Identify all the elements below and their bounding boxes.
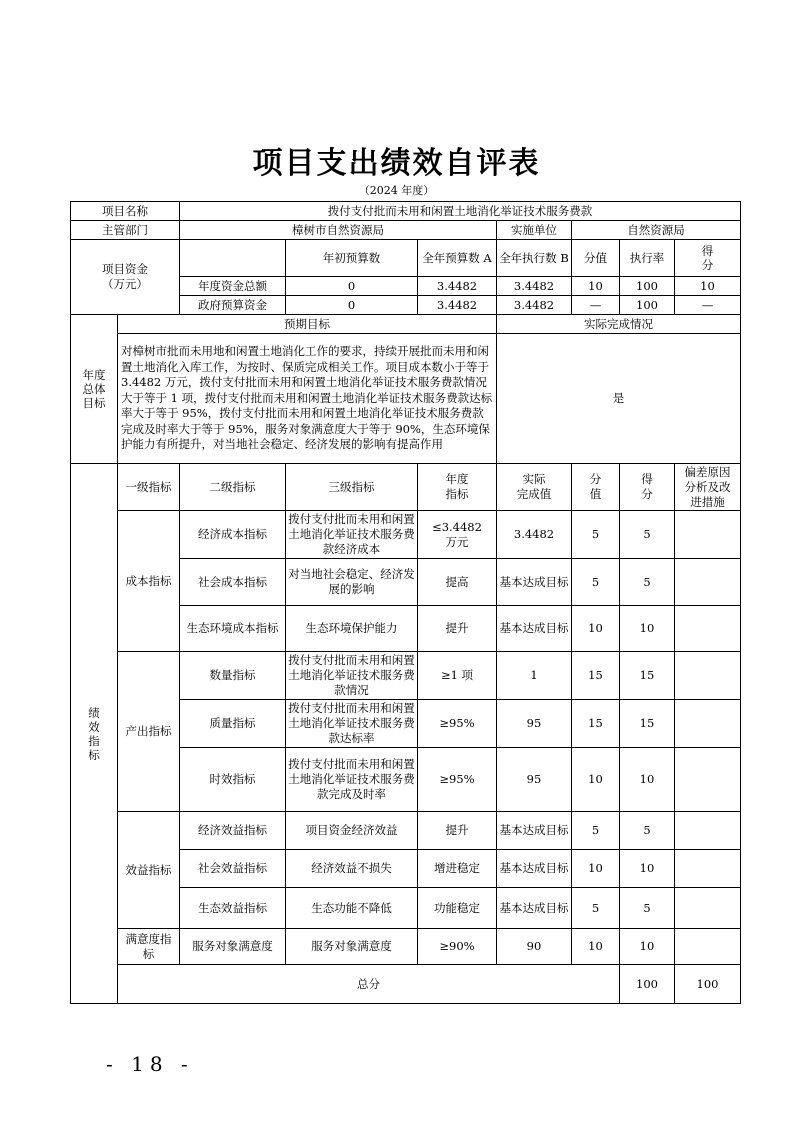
perf-score-value: 15 xyxy=(572,652,620,700)
perf-header-reason-text: 偏差原因 分析及改 进措施 xyxy=(684,464,731,509)
perf-l2: 社会效益指标 xyxy=(180,850,286,888)
funds-row-executed: 3.4482 xyxy=(497,296,572,315)
funds-empty-header xyxy=(180,240,286,277)
perf-l3: 拨付支付批而未用和闲置土地消化举证技术服务费款经济成本 xyxy=(286,511,418,559)
perf-score: 5 xyxy=(620,559,675,606)
perf-score-value: 10 xyxy=(572,850,620,888)
perf-actual: 1 xyxy=(497,652,572,700)
perf-header-score-value xyxy=(572,464,620,511)
perf-target: ≥90% xyxy=(418,929,497,965)
funds-row-annual: 3.4482 xyxy=(418,296,497,315)
goal-label-cell xyxy=(71,315,118,464)
perf-reason xyxy=(675,700,741,748)
perf-target: ≥95% xyxy=(418,700,497,748)
perf-l1-benefit: 效益指标 xyxy=(118,812,180,929)
perf-reason xyxy=(675,929,741,965)
perf-score-value: 5 xyxy=(572,559,620,606)
perf-l3: 生态环境保护能力 xyxy=(286,606,418,652)
perf-l2: 生态效益指标 xyxy=(180,888,286,929)
perf-target: ≥95% xyxy=(418,748,497,812)
perf-header-l1: 一级指标 xyxy=(118,464,180,511)
perf-header-l3: 三级指标 xyxy=(286,464,418,511)
perf-target: 提升 xyxy=(418,812,497,850)
perf-score: 5 xyxy=(620,511,675,559)
perf-header-target xyxy=(418,464,497,511)
perf-l3: 拨付支付批而未用和闲置土地消化举证技术服务费款完成及时率 xyxy=(286,748,418,812)
perf-actual: 基本达成目标 xyxy=(497,850,572,888)
perf-l2: 质量指标 xyxy=(180,700,286,748)
evaluation-table xyxy=(70,201,741,1004)
funds-row-score-value: 10 xyxy=(572,277,620,296)
perf-score-value: 10 xyxy=(572,929,620,965)
funds-label xyxy=(71,240,180,315)
perf-reason xyxy=(675,511,741,559)
funds-header-score-value: 分值 xyxy=(572,240,620,277)
perf-header-score-text: 得 分 xyxy=(641,472,653,501)
funds-row-score-value: — xyxy=(572,296,620,315)
total-score: 100 xyxy=(675,965,741,1004)
perf-l1-cost: 成本指标 xyxy=(118,511,180,652)
funds-row-annual: 3.4482 xyxy=(418,277,497,296)
report-year: （2024 年度） xyxy=(358,184,435,197)
perf-actual: 95 xyxy=(497,700,572,748)
page-title: 项目支出绩效自评表 xyxy=(252,146,541,181)
perf-header-l2: 二级指标 xyxy=(180,464,286,511)
perf-score-value: 5 xyxy=(572,511,620,559)
perf-actual: 95 xyxy=(497,748,572,812)
perf-score-value: 10 xyxy=(572,606,620,652)
funds-row-score: — xyxy=(675,296,741,315)
funds-row-executed: 3.4482 xyxy=(497,277,572,296)
perf-l3: 服务对象满意度 xyxy=(286,929,418,965)
funds-header-annual: 全年预算数 A xyxy=(418,240,497,277)
perf-target: 提升 xyxy=(418,606,497,652)
perf-l2: 经济效益指标 xyxy=(180,812,286,850)
perf-target-text: ≤3.4482 万元 xyxy=(432,519,482,549)
perf-score: 10 xyxy=(620,850,675,888)
perf-label-cell xyxy=(71,464,118,1004)
perf-actual: 基本达成目标 xyxy=(497,812,572,850)
funds-row-initial: 0 xyxy=(286,296,418,315)
perf-l3: 项目资金经济效益 xyxy=(286,812,418,850)
funds-row-name: 年度资金总额 xyxy=(180,277,286,296)
perf-l3: 经济效益不损失 xyxy=(286,850,418,888)
perf-target: 增进稳定 xyxy=(418,850,497,888)
perf-l1-output: 产出指标 xyxy=(118,652,180,812)
page-number: - 18 - xyxy=(106,1052,194,1076)
perf-header-actual xyxy=(497,464,572,511)
goal-actual-text: 是 xyxy=(497,334,741,464)
perf-actual: 90 xyxy=(497,929,572,965)
perf-score: 10 xyxy=(620,748,675,812)
impl-value: 自然资源局 xyxy=(572,221,741,240)
perf-header-actual-text: 实际 完成值 xyxy=(516,472,552,501)
perf-actual: 基本达成目标 xyxy=(497,559,572,606)
total-score-value: 100 xyxy=(620,965,675,1004)
perf-header-score xyxy=(620,464,675,511)
goal-expected-text: 对樟树市批而未用地和闲置土地消化工作的要求，持续开展批而未用和闲置土地消化入库工作，为按时、保质完成相关工作。项目成本数小于等于 3.4482 万元，拨付支付批而未用和闲置土地消化举证技术服务费款情况大于等于 1 项，拨付支付批而未用和闲置土地消化举证技术服务费款达标率大于等于 95%，拨付支付批而未用和闲置土地消化举证技术服务费款完成及时率大于等于 95%，服务对象满意度大于等于 90%，生态环境保护能力有所提升，对当地社会稳定、经济发展的影响有提高作用 xyxy=(118,334,497,464)
perf-actual: 3.4482 xyxy=(497,511,572,559)
perf-header-target-text: 年度 指标 xyxy=(445,472,469,501)
funds-header-score xyxy=(675,240,741,277)
project-name: 拨付支付批而未用和闲置土地消化举证技术服务费款 xyxy=(180,202,741,221)
funds-row-rate: 100 xyxy=(620,296,675,315)
perf-score-value: 5 xyxy=(572,888,620,929)
perf-reason xyxy=(675,850,741,888)
perf-score: 10 xyxy=(620,606,675,652)
perf-actual: 基本达成目标 xyxy=(497,888,572,929)
perf-score: 5 xyxy=(620,888,675,929)
impl-label: 实施单位 xyxy=(497,221,572,240)
perf-score-value: 5 xyxy=(572,812,620,850)
funds-header-executed: 全年执行数 B xyxy=(497,240,572,277)
funds-row-name: 政府预算资金 xyxy=(180,296,286,315)
perf-score: 15 xyxy=(620,700,675,748)
perf-l2: 经济成本指标 xyxy=(180,511,286,559)
dept-value: 樟树市自然资源局 xyxy=(180,221,497,240)
perf-target: 提高 xyxy=(418,559,497,606)
perf-score: 5 xyxy=(620,812,675,850)
perf-l3: 拨付支付批而未用和闲置土地消化举证技术服务费款达标率 xyxy=(286,700,418,748)
funds-header-initial: 年初预算数 xyxy=(286,240,418,277)
perf-score: 15 xyxy=(620,652,675,700)
perf-l2: 服务对象满意度 xyxy=(180,929,286,965)
goal-actual-header: 实际完成情况 xyxy=(497,315,741,334)
funds-header-rate: 执行率 xyxy=(620,240,675,277)
perf-reason xyxy=(675,559,741,606)
perf-reason xyxy=(675,652,741,700)
perf-target xyxy=(418,511,497,559)
dept-label: 主管部门 xyxy=(71,221,180,240)
perf-score-value: 15 xyxy=(572,700,620,748)
funds-header-score-text: 得分 xyxy=(701,243,714,272)
perf-reason xyxy=(675,748,741,812)
project-name-label: 项目名称 xyxy=(71,202,180,221)
perf-score: 10 xyxy=(620,929,675,965)
goal-label: 年度总体目标 xyxy=(82,368,106,410)
total-label: 总分 xyxy=(118,965,620,1004)
perf-l2: 社会成本指标 xyxy=(180,559,286,606)
perf-score-value: 10 xyxy=(572,748,620,812)
perf-l2: 生态环境成本指标 xyxy=(180,606,286,652)
funds-row-rate: 100 xyxy=(620,277,675,296)
perf-label: 绩效指标 xyxy=(88,705,100,762)
perf-header-score-value-text: 分 值 xyxy=(589,472,602,501)
perf-l2: 数量指标 xyxy=(180,652,286,700)
perf-l3: 生态功能不降低 xyxy=(286,888,418,929)
perf-target: 功能稳定 xyxy=(418,888,497,929)
perf-l3: 对当地社会稳定、经济发展的影响 xyxy=(286,559,418,606)
perf-l1-satisfaction: 满意度指标 xyxy=(118,929,180,965)
goal-expected-header: 预期目标 xyxy=(118,315,497,334)
funds-row-score: 10 xyxy=(675,277,741,296)
perf-reason xyxy=(675,606,741,652)
perf-l2: 时效指标 xyxy=(180,748,286,812)
perf-target: ≥1 项 xyxy=(418,652,497,700)
perf-actual: 基本达成目标 xyxy=(497,606,572,652)
funds-row-initial: 0 xyxy=(286,277,418,296)
perf-header-reason xyxy=(675,464,741,511)
perf-l3: 拨付支付批而未用和闲置土地消化举证技术服务费款情况 xyxy=(286,652,418,700)
perf-reason xyxy=(675,888,741,929)
funds-label-text: 项目资金 （万元） xyxy=(102,262,148,291)
perf-reason xyxy=(675,812,741,850)
